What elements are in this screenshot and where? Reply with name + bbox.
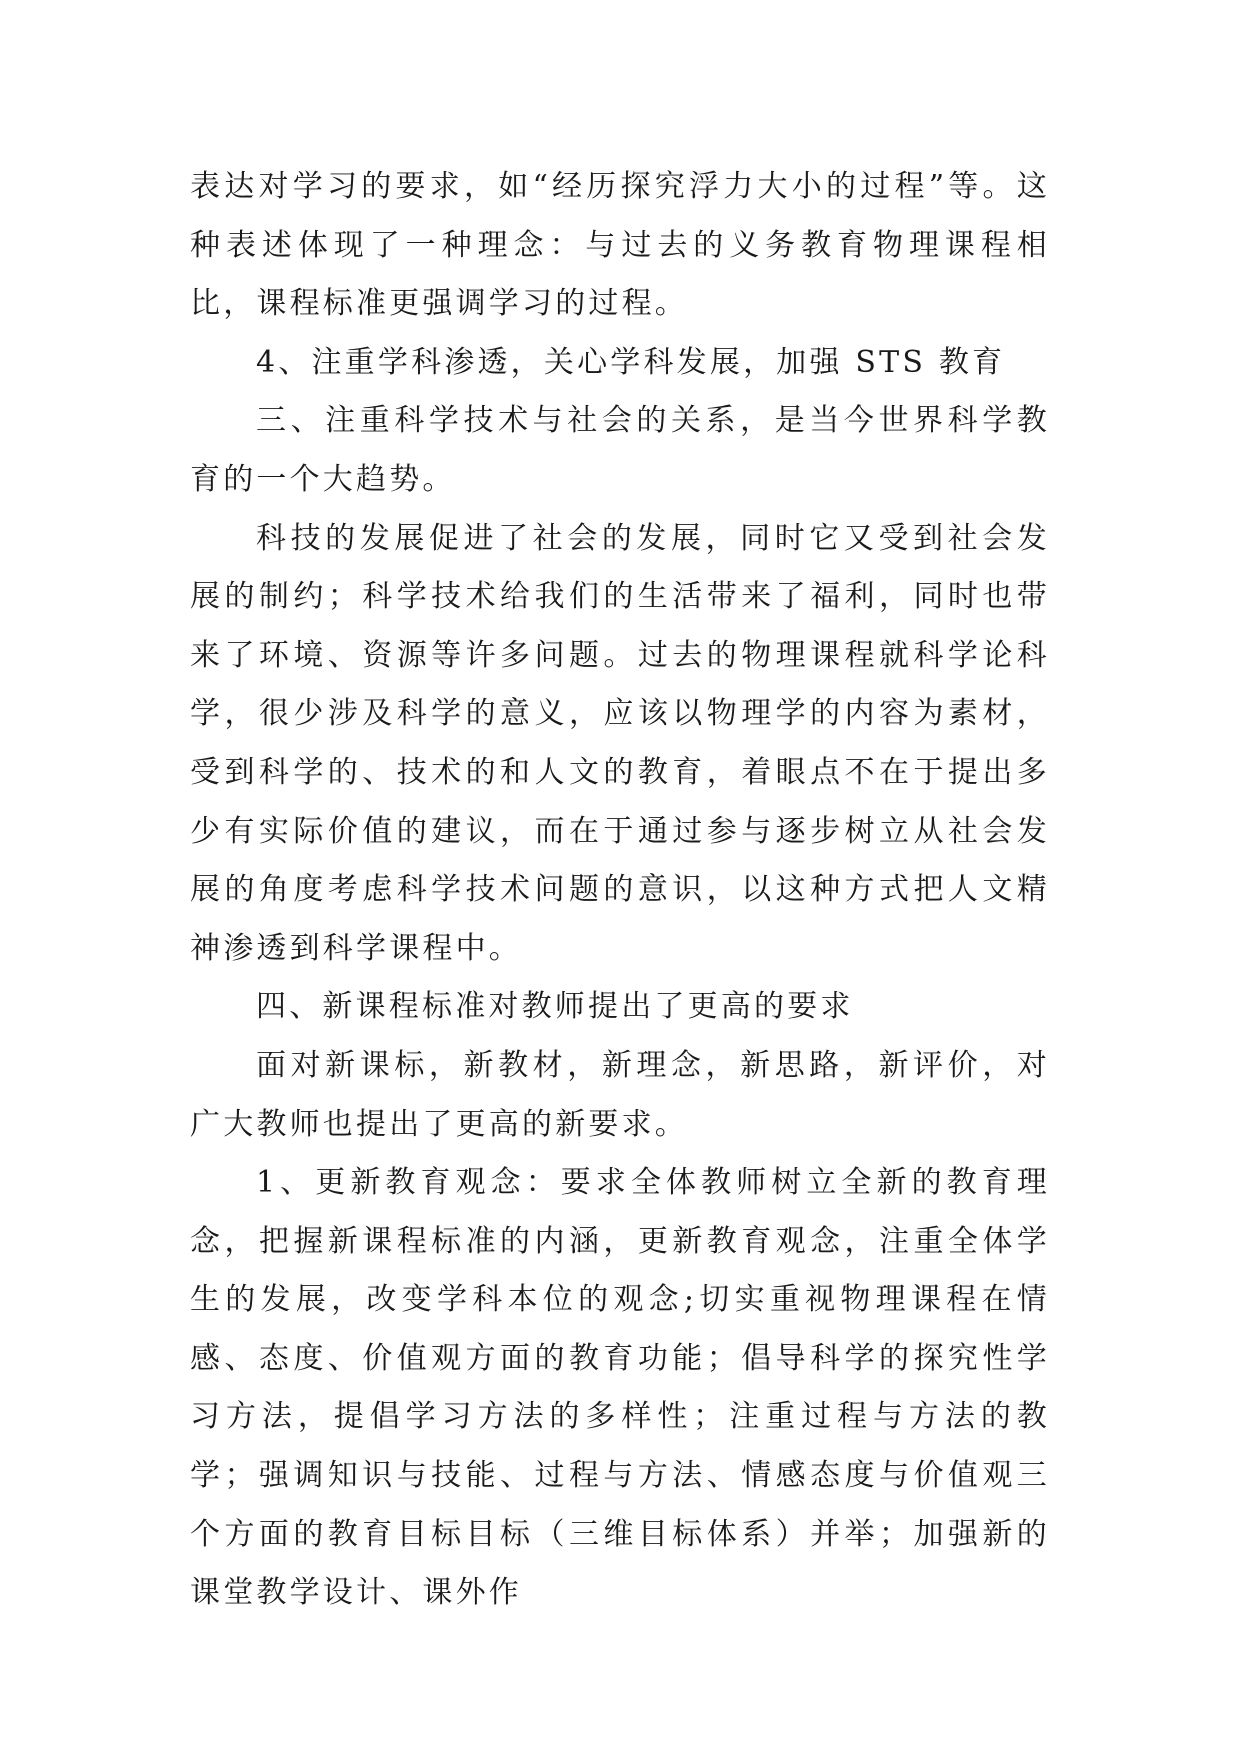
- paragraph-2: 4、注重学科渗透，关心学科发展，加强 STS 教育: [256, 344, 1006, 380]
- paragraph-5: 四、新课程标准对教师提出了更高的要求: [256, 989, 854, 1025]
- paragraph-7: 1、更新教育观念：要求全体教师树立全新的教育理念，把握新课程标准的内涵，更新教育观念，注重全体学生的发展，改变学科本位的观念;切实重视物理课程在情感、态度、价值观方面的教育功能；倡导科学的探究性学习方法，提倡学习方法的多样性；注重过程与方法的教学；强调知识与技能、过程与方法、情感态度与价值观三个方面的教育目标目标（三维目标体系）并举；加强新的课堂教学设计、课外作: [190, 1165, 1050, 1611]
- document-body: [190, 158, 1050, 1623]
- paragraph-6: 面对新课标，新教材，新理念，新思路，新评价，对广大教师也提出了更高的新要求。: [190, 1047, 1050, 1142]
- paragraph-1: 表达对学习的要求，如“经历探究浮力大小的过程”等。这种表述体现了一种理念：与过去的义务教育物理课程相比，课程标准更强调学习的过程。: [190, 169, 1050, 322]
- paragraph-4: 科技的发展促进了社会的发展，同时它又受到社会发展的制约；科学技术给我们的生活带来了福利，同时也带来了环境、资源等许多问题。过去的物理课程就科学论科学，很少涉及科学的意义，应该以物理学的内容为素材，受到科学的、技术的和人文的教育，着眼点不在于提出多少有实际价值的建议，而在于通过参与逐步树立从社会发展的角度考虑科学技术问题的意识，以这种方式把人文精神渗透到科学课程中。: [190, 520, 1050, 966]
- paragraph-3: 三、注重科学技术与社会的关系，是当今世界科学教育的一个大趋势。: [190, 403, 1050, 497]
